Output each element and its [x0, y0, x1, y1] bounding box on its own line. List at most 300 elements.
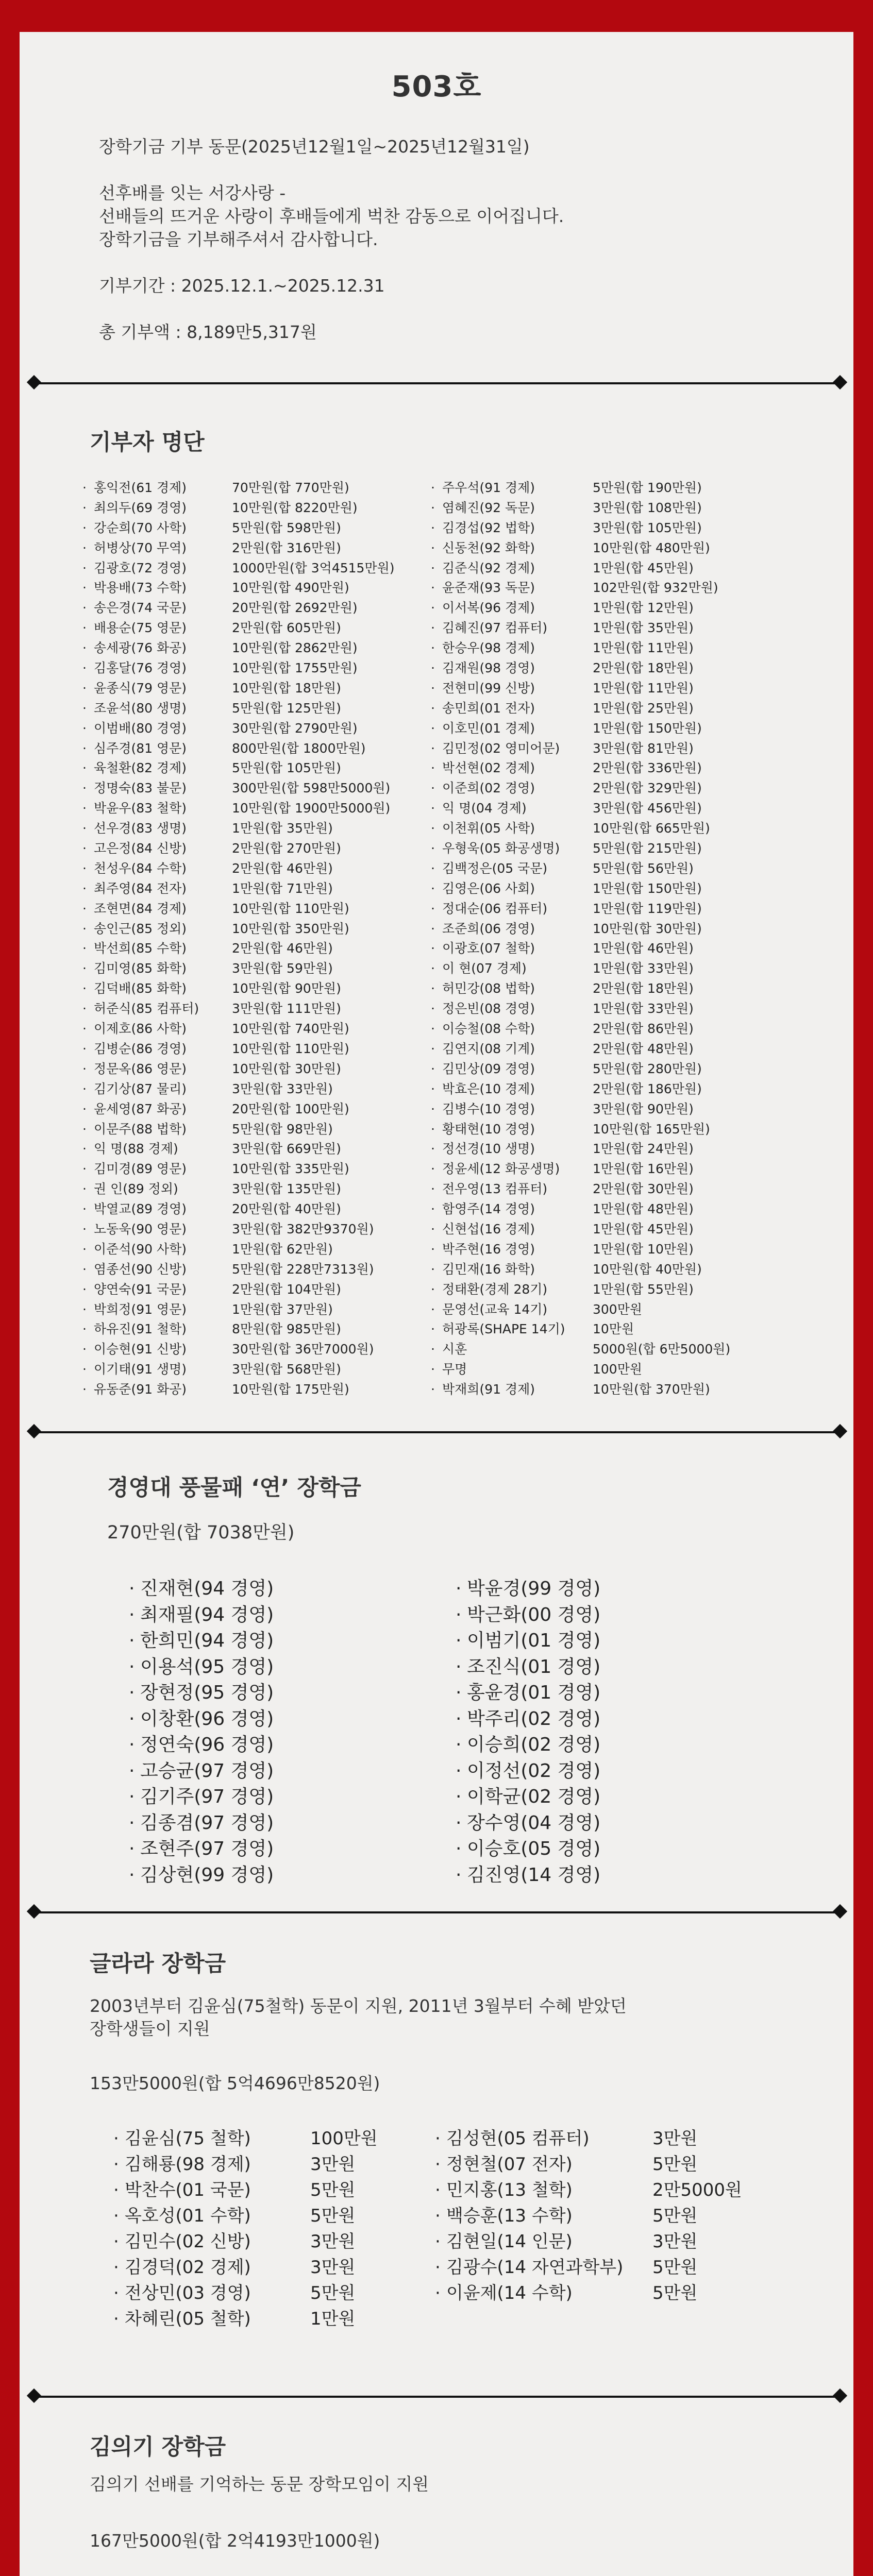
- list-item: [442, 518, 702, 538]
- donation-amount: 1만원(합 33만원): [593, 961, 694, 976]
- list-item: [442, 618, 694, 638]
- donation-amount: 10만원(합 165만원): [593, 1121, 710, 1137]
- donor-name: 정은빈(08 경영): [442, 1001, 535, 1016]
- list-item: · 김기주(97 경영): [140, 1784, 274, 1810]
- donation-amount: 3만원(합 90만원): [593, 1101, 694, 1116]
- donor-name: 황태현(10 경영): [442, 1121, 535, 1137]
- donor-name: 송세광(76 화공): [94, 640, 187, 656]
- donor-name: 허준식(85 컴퓨터): [94, 1001, 199, 1016]
- list-item: [446, 2177, 742, 2203]
- pungmul-right-column: [467, 1576, 600, 1888]
- donor-name: 정현철(07 전자): [446, 2154, 573, 2175]
- list-item: · 이학균(02 경영): [467, 1784, 600, 1810]
- donation-amount: 10만원(합 90만원): [232, 981, 341, 996]
- donor-name: 김혜진(97 컴퓨터): [442, 620, 548, 636]
- donor-name: 김광호(72 경영): [94, 560, 187, 575]
- list-item: [94, 939, 333, 959]
- list-item: [94, 1240, 333, 1260]
- list-item: [442, 1219, 694, 1240]
- intro-message-line: 선배들의 뜨거운 사랑이 후배들에게 벅찬 감동으로 이어집니다.: [99, 206, 564, 226]
- donor-name: 윤종식(79 영문): [94, 680, 187, 696]
- list-item: [442, 799, 702, 819]
- donation-amount: 5만원(합 125만원): [232, 700, 341, 716]
- section-divider: [34, 1431, 840, 1433]
- donation-amount: 70만원(합 770만원): [232, 480, 349, 495]
- list-item: [442, 778, 702, 799]
- donation-amount: 2만원(합 104만원): [232, 1281, 341, 1297]
- donor-name: 김미경(89 영문): [94, 1161, 187, 1177]
- donor-name: 허민강(08 법학): [442, 981, 535, 996]
- donation-amount: 3만원(합 81만원): [593, 740, 694, 756]
- donation-amount: 2만원(합 270만원): [232, 841, 341, 856]
- list-item: · 이용석(95 경영): [140, 1654, 274, 1681]
- list-item: · 최재필(94 경영): [140, 1602, 274, 1629]
- list-item: [125, 2255, 356, 2280]
- donation-period: 기부기간 : 2025.12.1.~2025.12.31: [99, 276, 385, 296]
- donation-amount: 10만원(합 350만원): [232, 921, 349, 936]
- donation-amount: 10만원(합 2862만원): [232, 640, 358, 656]
- donor-name: 김영은(06 사회): [442, 880, 535, 896]
- list-item: [442, 1099, 694, 1120]
- donor-name: 한승우(98 경제): [442, 640, 535, 656]
- donation-amount: 30만원(합 2790만원): [232, 720, 358, 736]
- list-item: [94, 899, 349, 919]
- donation-amount: 5만원(합 280만원): [593, 1061, 702, 1076]
- donation-amount: 3만원: [652, 2128, 698, 2149]
- donation-amount: 10만원(합 1900만5000원): [232, 801, 391, 816]
- list-item: · 장수영(04 경영): [467, 1810, 600, 1837]
- donor-name: 김민상(09 경영): [442, 1061, 535, 1076]
- list-item: [94, 758, 341, 778]
- donation-amount: 2만원(합 316만원): [232, 540, 341, 555]
- donor-name: 함영주(14 경영): [442, 1201, 535, 1217]
- list-item: [94, 598, 358, 618]
- donor-name: 김해룡(98 경제): [125, 2154, 251, 2175]
- list-item: [94, 719, 358, 739]
- list-item: [94, 999, 341, 1019]
- donor-name: 배용순(75 영문): [94, 620, 187, 636]
- donor-name: 이 현(07 경제): [442, 961, 527, 976]
- donor-name: 이준석(90 사학): [94, 1241, 187, 1257]
- donor-name: 육철환(82 경제): [94, 760, 187, 776]
- donation-amount: 10만원(합 110만원): [232, 1041, 349, 1056]
- donation-amount: 5만원(합 105만원): [232, 760, 341, 776]
- glara-total: 153만5000원(합 5억4696만8520원): [90, 2073, 380, 2093]
- list-item: [442, 1360, 643, 1380]
- donation-amount: 20만원(합 100만원): [232, 1101, 349, 1116]
- donation-amount: 100만원: [310, 2128, 378, 2149]
- donation-amount: 10만원(합 370만원): [593, 1382, 710, 1397]
- donor-name: 조현면(84 경제): [94, 901, 187, 916]
- list-item: [94, 1380, 349, 1400]
- list-item: [442, 899, 702, 919]
- donor-name: 김준식(92 경제): [442, 560, 535, 575]
- pungmul-heading: 경영대 풍물패 ‘연’ 장학금: [107, 1475, 361, 1501]
- donor-name: 허병상(70 무역): [94, 540, 187, 555]
- donation-amount: 1만원(합 48만원): [593, 1201, 694, 1217]
- list-item: [94, 799, 391, 819]
- donation-amount: 3만원(합 568만원): [232, 1362, 341, 1377]
- donor-name: 전우영(13 컴퓨터): [442, 1181, 548, 1197]
- donor-name: 유동준(91 화공): [94, 1382, 187, 1397]
- list-item: · 김진영(14 경영): [467, 1862, 600, 1889]
- section-divider: [34, 382, 840, 384]
- donation-amount: 5만원: [652, 2257, 698, 2278]
- donor-name: 박효은(10 경제): [442, 1081, 535, 1096]
- list-item: [94, 1340, 374, 1360]
- list-item: [94, 538, 341, 558]
- list-item: [94, 1280, 341, 1300]
- list-item: [442, 558, 694, 579]
- donation-amount: 10만원(합 40만원): [593, 1261, 702, 1277]
- list-item: [442, 979, 694, 999]
- donors-heading: 기부자 명단: [90, 430, 205, 455]
- donation-amount: 1만원(합 150만원): [593, 720, 702, 736]
- list-item: · 박주리(02 경영): [467, 1706, 600, 1733]
- list-item: [94, 1319, 341, 1340]
- donation-amount: 5만원(합 190만원): [593, 480, 702, 495]
- donation-amount: 1만원(합 35만원): [593, 620, 694, 636]
- list-item: [442, 839, 702, 859]
- donor-name: 김연지(08 기계): [442, 1041, 535, 1056]
- donation-amount: 30만원(합 36만7000원): [232, 1342, 374, 1357]
- donation-amount: 5만원: [652, 2154, 698, 2175]
- donation-amount: 3만원(합 108만원): [593, 500, 702, 515]
- list-item: [442, 859, 694, 879]
- donation-amount: 3만원: [310, 2154, 356, 2175]
- list-item: [446, 2151, 698, 2177]
- donor-name: 조준희(06 경영): [442, 921, 535, 936]
- list-item: [94, 1079, 333, 1099]
- donor-name: 윤세영(87 화공): [94, 1101, 187, 1116]
- donation-amount: 2만원(합 336만원): [593, 760, 702, 776]
- list-item: [442, 879, 702, 899]
- list-item: [442, 478, 702, 498]
- donation-amount: 5만원: [652, 2206, 698, 2226]
- glara-heading: 글라라 장학금: [90, 1951, 226, 1977]
- list-item: [442, 959, 694, 979]
- list-item: [94, 1139, 341, 1159]
- donors-right-column: [442, 478, 731, 1400]
- donation-amount: 300만원: [593, 1301, 643, 1317]
- list-item: [94, 859, 333, 879]
- donation-amount: 3만원(합 456만원): [593, 801, 702, 816]
- list-item: [94, 1019, 349, 1039]
- list-item: [94, 1159, 349, 1179]
- list-item: · 김상현(99 경영): [140, 1862, 274, 1889]
- donor-name: 김미영(85 화학): [94, 961, 187, 976]
- donor-name: 염종선(90 신방): [94, 1261, 187, 1277]
- donor-name: 익 명(88 경제): [94, 1141, 178, 1157]
- list-item: [125, 2306, 356, 2332]
- donor-name: 노동욱(90 영문): [94, 1221, 187, 1236]
- donation-amount: 3만원: [652, 2231, 698, 2252]
- list-item: [94, 979, 341, 999]
- list-item: [442, 1380, 710, 1400]
- donors-left-column: [94, 478, 395, 1400]
- list-item: [94, 618, 341, 638]
- donation-amount: 1만원(합 62만원): [232, 1241, 333, 1257]
- donation-amount: 5만원(합 56만원): [593, 860, 694, 876]
- donor-name: 송은경(74 국문): [94, 600, 187, 616]
- donation-amount: 1만원(합 46만원): [593, 941, 694, 956]
- page-panel: [20, 32, 853, 2576]
- donation-amount: 10만원(합 740만원): [232, 1021, 349, 1037]
- donor-name: 이광호(07 철학): [442, 941, 535, 956]
- donation-amount: 3만원(합 382만9370원): [232, 1221, 374, 1236]
- donor-name: 김백정은(05 국문): [442, 860, 548, 876]
- glara-desc-line: 장학생들이 지원: [90, 2019, 210, 2039]
- list-item: [442, 1179, 694, 1199]
- donation-amount: 5만원: [310, 2180, 356, 2200]
- donor-name: 김덕배(85 화학): [94, 981, 187, 996]
- list-item: [442, 1319, 634, 1340]
- list-item: [442, 498, 702, 518]
- list-item: [94, 1199, 341, 1219]
- donor-name: 김홍달(76 경영): [94, 660, 187, 676]
- donation-amount: 10만원(합 110만원): [232, 901, 349, 916]
- donor-name: 박선희(85 수학): [94, 941, 187, 956]
- donation-amount: 10만원(합 335만원): [232, 1161, 349, 1177]
- list-item: [125, 2203, 356, 2229]
- donation-amount: 3만원(합 135만원): [232, 1181, 341, 1197]
- donation-amount: 1만원: [310, 2309, 356, 2329]
- donation-amount: 2만원(합 46만원): [232, 860, 333, 876]
- glara-left-column: [125, 2126, 378, 2332]
- donation-amount: 1000만원(합 3억4515만원): [232, 560, 395, 575]
- donation-amount: 3만원(합 59만원): [232, 961, 333, 976]
- pungmul-left-column: [140, 1576, 274, 1888]
- donor-name: 권 인(89 정외): [94, 1181, 178, 1197]
- donor-name: 송민희(01 전자): [442, 700, 535, 716]
- donor-name: 정태환(경제 28기): [442, 1281, 548, 1297]
- donor-name: 정대순(06 컴퓨터): [442, 901, 548, 916]
- list-item: [94, 1179, 341, 1199]
- intro-block: [99, 135, 564, 344]
- donation-amount: 3만원: [310, 2231, 356, 2252]
- list-item: [442, 1260, 702, 1280]
- donation-amount: 1만원(합 11만원): [593, 680, 694, 696]
- list-item: [442, 699, 694, 719]
- list-item: [94, 658, 358, 679]
- list-item: [442, 1340, 731, 1360]
- donor-name: 김병순(86 경영): [94, 1041, 187, 1056]
- donor-name: 정선경(10 생명): [442, 1141, 535, 1157]
- donor-name: 이천휘(05 사학): [442, 821, 535, 836]
- donation-amount: 2만원(합 30만원): [593, 1181, 694, 1197]
- donation-amount: 5만원(합 228만7313원): [232, 1261, 374, 1277]
- list-item: [442, 739, 694, 759]
- donation-amount: 2만원(합 86만원): [593, 1021, 694, 1037]
- donor-name: 신동천(92 화학): [442, 540, 535, 555]
- donation-amount: 5만원: [310, 2206, 356, 2226]
- pungmul-total: 270만원(합 7038만원): [107, 1522, 295, 1543]
- donation-amount: 300만원(합 598만5000원): [232, 781, 391, 796]
- donation-amount: 3만원(합 105만원): [593, 520, 702, 535]
- donor-name: 차혜린(05 철학): [125, 2309, 251, 2329]
- list-item: · 조현주(97 경영): [140, 1836, 274, 1862]
- list-item: [442, 538, 710, 558]
- list-item: · 장현정(95 경영): [140, 1680, 274, 1706]
- donor-name: 이승철(08 수학): [442, 1021, 535, 1037]
- donation-amount: 1만원(합 25만원): [593, 700, 694, 716]
- list-item: [125, 2229, 356, 2255]
- donation-amount: 102만원(합 932만원): [593, 580, 718, 596]
- donor-name: 신현섭(16 경제): [442, 1221, 535, 1236]
- donor-name: 김현일(14 인문): [446, 2231, 573, 2252]
- donor-name: 김민수(02 신방): [125, 2231, 251, 2252]
- donation-amount: 3만원(합 111만원): [232, 1001, 341, 1016]
- donor-name: 김재원(98 경영): [442, 660, 535, 676]
- list-item: [442, 1120, 710, 1140]
- donor-name: 양연숙(91 국문): [94, 1281, 187, 1297]
- list-item: [446, 2280, 698, 2306]
- donation-amount: 3만원(합 33만원): [232, 1081, 333, 1096]
- donor-name: 김경덕(02 경제): [125, 2257, 251, 2278]
- donation-amount: 1만원(합 33만원): [593, 1001, 694, 1016]
- list-item: [94, 1360, 341, 1380]
- list-item: · 이창환(96 경영): [140, 1706, 274, 1733]
- donor-name: 박찬수(01 국문): [125, 2180, 251, 2200]
- donor-name: 전현미(99 신방): [442, 680, 535, 696]
- donor-name: 이준희(02 경영): [442, 781, 535, 796]
- donor-name: 허광록(SHAPE 14기): [442, 1321, 565, 1337]
- donation-amount: 1만원(합 150만원): [593, 880, 702, 896]
- list-item: · 김종겸(97 경영): [140, 1810, 274, 1837]
- donation-amount: 8만원(합 985만원): [232, 1321, 341, 1337]
- donor-name: 윤준재(93 독문): [442, 580, 535, 596]
- donor-name: 시훈: [442, 1342, 467, 1357]
- glara-right-column: [446, 2126, 742, 2306]
- donation-amount: 5만원(합 215만원): [593, 841, 702, 856]
- donation-amount: 1만원(합 11만원): [593, 640, 694, 656]
- list-item: [94, 819, 333, 839]
- donor-name: 이호민(01 경제): [442, 720, 535, 736]
- donation-amount: 2만5000원: [652, 2180, 742, 2200]
- donor-name: 염혜진(92 독문): [442, 500, 535, 515]
- list-item: [442, 1159, 694, 1179]
- list-item: [442, 598, 694, 618]
- donation-amount: 10만원(합 480만원): [593, 540, 710, 555]
- donation-amount: 1만원(합 37만원): [232, 1301, 333, 1317]
- donation-amount: 1만원(합 119만원): [593, 901, 702, 916]
- list-item: [442, 919, 702, 939]
- euigi-desc: 김의기 선배를 기억하는 동문 장학모임이 지원: [90, 2474, 429, 2494]
- list-item: [94, 919, 349, 939]
- donor-name: 심주경(81 영문): [94, 740, 187, 756]
- donation-amount: 5000원(합 6만5000원): [593, 1342, 731, 1357]
- donation-amount: 1만원(합 12만원): [593, 600, 694, 616]
- donation-amount: 2만원(합 329만원): [593, 781, 702, 796]
- donation-amount: 1만원(합 35만원): [232, 821, 333, 836]
- donor-name: 최주영(84 전자): [94, 880, 187, 896]
- donor-name: 김윤심(75 철학): [125, 2128, 251, 2149]
- donor-name: 홍익전(61 경제): [94, 480, 187, 495]
- donation-amount: 10만원: [593, 1321, 634, 1337]
- list-item: [442, 1280, 694, 1300]
- euigi-heading: 김의기 장학금: [90, 2434, 226, 2460]
- donation-amount: 10만원(합 490만원): [232, 580, 349, 596]
- donor-name: 박열교(89 경영): [94, 1201, 187, 1217]
- list-item: · 한희민(94 경영): [140, 1628, 274, 1654]
- list-item: [94, 1039, 349, 1059]
- list-item: [94, 578, 349, 598]
- donation-amount: 2만원(합 48만원): [593, 1041, 694, 1056]
- list-item: [442, 1079, 702, 1099]
- list-item: [125, 2126, 378, 2151]
- list-item: [94, 739, 366, 759]
- donation-amount: 10만원(합 175만원): [232, 1382, 349, 1397]
- donation-amount: 2만원(합 605만원): [232, 620, 341, 636]
- donation-amount: 2만원(합 18만원): [593, 981, 694, 996]
- donor-name: 이제호(86 사학): [94, 1021, 187, 1037]
- list-item: · 이승희(02 경영): [467, 1732, 600, 1758]
- list-item: [442, 999, 694, 1019]
- list-item: [94, 839, 341, 859]
- list-item: · 홍윤경(01 경영): [467, 1680, 600, 1706]
- donor-name: 박선현(02 경제): [442, 760, 535, 776]
- donor-name: 박용배(73 수학): [94, 580, 187, 596]
- donation-amount: 20만원(합 40만원): [232, 1201, 341, 1217]
- list-item: · 고승균(97 경영): [140, 1758, 274, 1785]
- donor-name: 하유진(91 철학): [94, 1321, 187, 1337]
- list-item: [442, 578, 718, 598]
- list-item: [442, 758, 702, 778]
- donor-name: 김민재(16 화학): [442, 1261, 535, 1277]
- list-item: [446, 2255, 698, 2280]
- list-item: [446, 2203, 698, 2229]
- list-item: [442, 1019, 694, 1039]
- donor-name: 박희정(91 영문): [94, 1301, 187, 1317]
- list-item: [94, 1059, 341, 1079]
- donor-name: 이승현(91 신방): [94, 1342, 187, 1357]
- donation-amount: 1만원(합 45만원): [593, 560, 694, 575]
- donation-total: 총 기부액 : 8,189만5,317원: [99, 322, 317, 342]
- donor-name: 김기상(87 물리): [94, 1081, 187, 1096]
- intro-heading: 장학기금 기부 동문(2025년12월1일~2025년12월31일): [99, 137, 530, 157]
- list-item: [442, 1039, 694, 1059]
- list-item: [94, 879, 333, 899]
- donor-name: 강순희(70 사학): [94, 520, 187, 535]
- donor-name: 조윤석(80 생명): [94, 700, 187, 716]
- list-item: · 조진식(01 경영): [467, 1654, 600, 1681]
- list-item: · 이정선(02 경영): [467, 1758, 600, 1785]
- list-item: [94, 1099, 349, 1120]
- donation-amount: 800만원(합 1800만원): [232, 740, 366, 756]
- donation-amount: 1만원(합 55만원): [593, 1281, 694, 1297]
- list-item: [94, 1219, 374, 1240]
- donation-amount: 2만원(합 46만원): [232, 941, 333, 956]
- donor-name: 박재희(91 경제): [442, 1382, 535, 1397]
- list-item: [94, 699, 341, 719]
- donation-amount: 1만원(합 45만원): [593, 1221, 694, 1236]
- intro-message-line: 장학기금을 기부해주셔서 감사합니다.: [99, 229, 378, 249]
- donation-amount: 10만원(합 1755만원): [232, 660, 358, 676]
- list-item: [442, 679, 694, 699]
- donor-name: 주우석(91 경제): [442, 480, 535, 495]
- donor-name: 이범배(80 경영): [94, 720, 187, 736]
- list-item: [442, 1300, 643, 1320]
- donor-name: 김병수(10 경영): [442, 1101, 535, 1116]
- list-item: [94, 679, 341, 699]
- donor-name: 이기태(91 생명): [94, 1362, 187, 1377]
- list-item: [94, 558, 395, 579]
- list-item: [442, 939, 694, 959]
- list-item: [125, 2151, 356, 2177]
- donation-amount: 10만원(합 30만원): [593, 921, 702, 936]
- donor-name: 김경섭(92 법학): [442, 520, 535, 535]
- donor-name: 전상민(03 경영): [125, 2283, 251, 2303]
